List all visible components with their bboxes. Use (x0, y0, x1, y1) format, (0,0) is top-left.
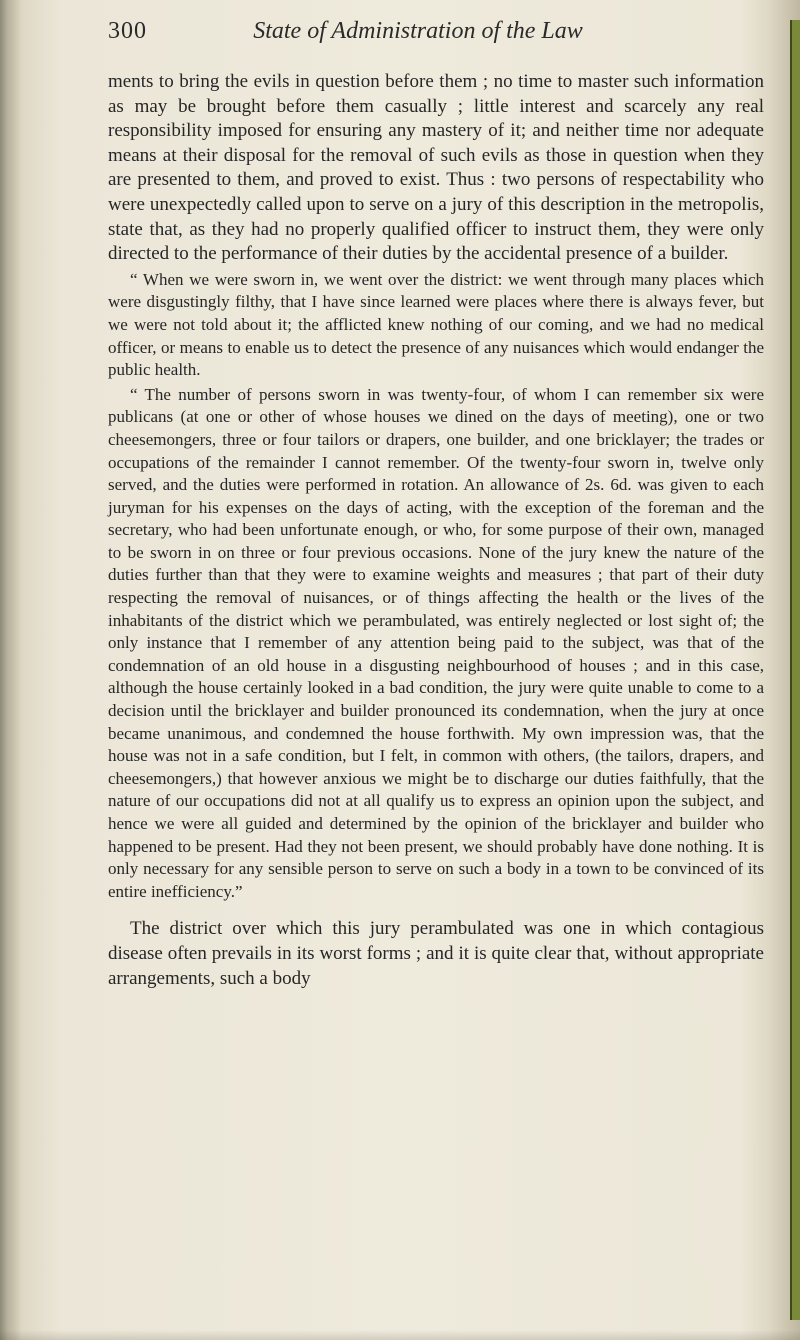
paragraph-1: ments to bring the evils in question before them ; no time to master such information as may be brought before them casually ; little interest and scarcely any real responsibility imposed for ensuring any mastery of it; and neither time nor adequate means at their disposal for the removal of such evils as those in question when they are presented to them, and proved to exist. Thus : two persons of respectability who were unexpectedly called upon to serve on a jury of this description in the metropolis, state that, as they had no properly qualified officer to instruct them, they were only directed to the performance of their duties by the accidental presence of a builder. (108, 71, 764, 265)
paragraph-final: The district over which this jury perambulated was one in which contagious disease often prevails in its worst forms ; and it is quite clear that, without appropriate arrangements, such a body (108, 918, 764, 989)
page-number: 300 (108, 18, 147, 44)
page-gutter-shadow (0, 0, 22, 1340)
page-edge-binding (790, 20, 800, 1320)
page-body (108, 70, 764, 991)
page-header (108, 18, 728, 52)
quote-paragraph-2: “ The number of persons sworn in was twenty-four, of whom I can remember six were publicans (at one or other of whose houses we dined on the days of meeting), one or two cheesemongers, three or four tailors or drapers, one builder, and one bricklayer; the trades or occupations of the remainder I cannot remember. Of the twenty-four sworn in, twelve only served, and the duties were performed in rotation. An allowance of 2s. 6d. was given to each juryman for his expenses on the days of acting, with the exception of the foreman and the secretary, who had been unfortunate enough, or who, for some purpose of their own, managed to be sworn in on three or four previous occasions. None of the jury knew the nature of the duties further than that they were to examine weights and measures ; that part of their duty respecting the removal of nuisances, or of things affecting the health or the lives of the inhabitants of the district which we perambulated, was entirely neglected or lost sight of; the only instance that I remember of any attention being paid to the subject, was that of the condemnation of an old house in a disgusting neighbourhood of houses ; and in this case, although the house certainly looked in a bad condition, the jury were quite unable to come to a decision until the bricklayer and builder pronounced its condemnation, when the jury at once became unanimous, and condemned the house forthwith. My own impression was, that the house was not in a safe condition, but I felt, in common with others, (the tailors, drapers, and cheesemongers,) that however anxious we might be to discharge our duties faithfully, that the nature of our occupations did not at all qualify us to express an opinion upon the subject, and hence we were all guided and determined by the opinion of the bricklayer and builder who happened to be present. Had they not been present, we should probably have done nothing. It is only necessary for any sensible person to serve on such a body in a town to be convinced of its entire inefficiency.” (108, 384, 764, 901)
quote-paragraph-1: “ When we were sworn in, we went over the district: we went through many places which were disgustingly filthy, that I have since learned were places where there is always fever, but we were not told about it; the afflicted knew nothing of our coming, and we had no medical officer, or means to enable us to detect the presence of any nuisances which would endanger the public health. (108, 269, 764, 380)
page-bottom-edge (0, 1330, 800, 1340)
running-title: State of Administration of the Law (253, 18, 583, 44)
